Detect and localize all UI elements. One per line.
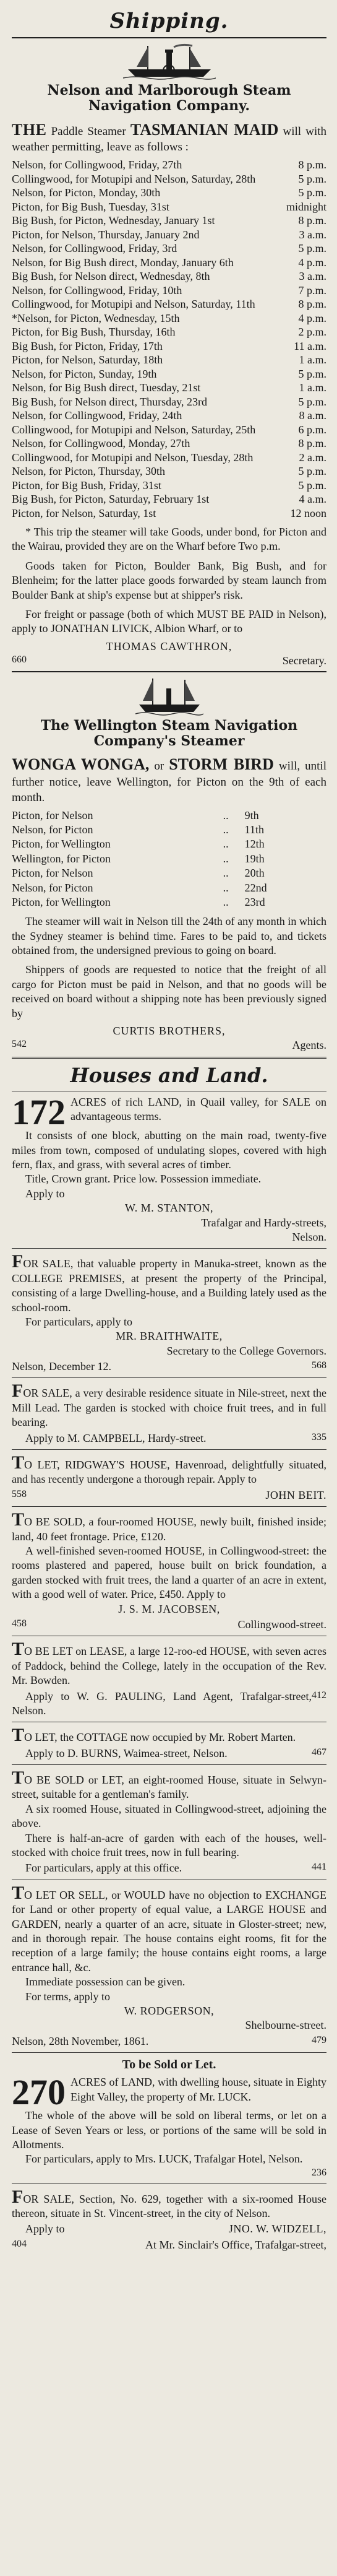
signer-title: Secretary.: [282, 654, 326, 667]
ad-date: Nelson, December 12.: [12, 1360, 111, 1373]
ad-text: The whole of the above will be sold on liberal terms, or let on a Lease of Seven Years or less, or portions of the same will be sold in Allotments.: [12, 2109, 326, 2151]
schedule-route: Picton, for Nelson: [12, 809, 93, 822]
schedule-route: Picton, for Nelson, Saturday, 1st: [12, 506, 156, 519]
ad-172-acres: [12, 1092, 326, 1244]
schedule-time: 2 p.m.: [298, 326, 326, 339]
advertiser-name: W. M. STANTON,: [124, 1202, 214, 1215]
schedule-route: Collingwood, for Motupipi and Nelson, Saturday, 28th: [12, 172, 256, 185]
schedule-route: Picton, for Nelson: [12, 867, 93, 880]
divider: [12, 37, 326, 38]
schedule-route: *Nelson, for Picton, Wednesday, 15th: [12, 311, 180, 324]
schedule-route: Nelson, for Picton, Sunday, 19th: [12, 367, 157, 380]
schedule-row: [12, 241, 326, 256]
leader-dots: ..: [223, 867, 229, 880]
schedule-route: Nelson, for Collingwood, Friday, 10th: [12, 284, 182, 297]
schedule-date: 19th: [244, 852, 265, 865]
drop-cap: T: [12, 1882, 25, 1903]
schedule-time: 2 a.m.: [299, 451, 326, 464]
advertiser-address: Nelson.: [292, 1230, 326, 1243]
schedule-row: [12, 895, 326, 909]
schedule-row: [12, 186, 326, 200]
lead-text: Paddle Steamer: [46, 124, 130, 138]
ad-text: A six roomed House, situated in Collingwood-street, adjoining the above.: [12, 1802, 326, 1830]
schedule-row: [12, 311, 326, 326]
address-row: [12, 2238, 326, 2252]
schedule-route: Nelson, for Picton: [12, 823, 93, 836]
divider: [12, 1506, 326, 1507]
ad-text: O LET, the COTTAGE now occupied by Mr. Robert Marten.: [24, 1731, 296, 1744]
acreage-number: 270: [12, 2072, 66, 2113]
schedule-row: [12, 353, 326, 367]
schedule-row: [12, 158, 326, 172]
ad-reference: 542: [12, 1039, 27, 1050]
ad-date: Nelson, 28th November, 1861.: [12, 2034, 149, 2047]
ad-text: Apply to W. G. PAULING, Land Agent, Trafalgar-street, Nelson.: [12, 1689, 312, 1717]
schedule-row: [12, 269, 326, 284]
schedule-date: 22nd: [244, 881, 267, 894]
schedule-time: 5 p.m.: [298, 186, 326, 199]
schedule-time: 4 p.m.: [298, 256, 326, 269]
schedule-time: 4 p.m.: [298, 311, 326, 324]
schedule-row: [12, 367, 326, 381]
advertiser-name: J. S. M. JACOBSEN,: [118, 1602, 220, 1615]
ad-text: Immediate possession can be given.: [25, 1975, 186, 1988]
ad-text: For particulars, apply to: [25, 1315, 132, 1328]
ad-four-roomed-house: [12, 1511, 326, 1632]
monthly-schedule: [12, 809, 326, 910]
schedule-row: [12, 409, 326, 423]
advertiser-title: Secretary to the College Governors.: [166, 1344, 326, 1357]
ad-cottage: [12, 1726, 326, 1761]
sailing-schedule: [12, 158, 326, 520]
advertiser-name: JNO. W. WIDZELL,: [228, 2223, 326, 2236]
lead-word: THE: [12, 120, 47, 139]
drop-cap: T: [12, 1509, 25, 1530]
date-row: [12, 1360, 326, 1374]
divider: [12, 1449, 326, 1450]
ad-ridgways-house: [12, 1454, 326, 1503]
ad-subheading: To be Sold or Let.: [122, 2058, 216, 2072]
schedule-time: 5 p.m.: [298, 479, 326, 492]
drop-cap: T: [12, 1767, 25, 1789]
drop-cap: T: [12, 1725, 25, 1746]
company-heading: Nelson and Marlborough Steam Navigation Company.: [47, 82, 291, 115]
schedule-route: Nelson, for Collingwood, Friday, 27th: [12, 158, 182, 171]
ad-text: For particulars, apply at this office.: [25, 1862, 182, 1875]
lead-or: or: [149, 760, 169, 773]
divider: [12, 1248, 326, 1249]
schedule-row: [12, 228, 326, 242]
schedule-row: [12, 492, 326, 506]
ad-text: O BE LET on LEASE, a large 12-roo-ed HOUSE, with seven acres of Paddock, behind the College, lately in the occupation of the Rev. Mr. Bowden.: [12, 1645, 326, 1687]
ad-text: O LET OR SELL, or WOULD have no objection to EXCHANGE for Land or other property of equal value, a LARGE HOUSE and GARDEN, nearly a quarter of an acre, situate in Gloster-street; new, and in thorough repair. The house contains eight rooms, fit for the reception of a large family; the house contains eight rooms, a large entrance hall, &c.: [12, 1888, 326, 1974]
schedule-time: 8 p.m.: [298, 298, 326, 311]
advertiser-address: Shelbourne-street.: [245, 2019, 326, 2032]
advertiser-address: At Mr. Sinclair's Office, Trafalgar-street,: [145, 2238, 326, 2251]
ad-reference: 568: [312, 1360, 326, 1371]
schedule-row: [12, 297, 326, 311]
schedule-time: 5 p.m.: [298, 367, 326, 380]
schedule-date: 11th: [244, 823, 264, 836]
advertiser-address: Trafalgar and Hardy-streets,: [201, 1216, 326, 1229]
ad-reference: 412: [312, 1689, 326, 1701]
schedule-route: Nelson, for Big Bush direct, Monday, January 6th: [12, 256, 234, 269]
signature-row: [12, 1488, 326, 1503]
signature-row: [12, 1618, 326, 1632]
ad-text: OR SALE, Section, No. 629, together with a six-roomed House thereon, situate in St. Vincent-street, in the city of Nelson.: [12, 2192, 326, 2220]
schedule-route: Big Bush, for Picton, Saturday, February 1st: [12, 493, 210, 506]
steamship-icon: [135, 676, 203, 716]
paddle-steamer-icon: [123, 42, 216, 80]
ad-reference: 335: [312, 1431, 326, 1442]
vessel-name-alt: STORM BIRD: [169, 755, 274, 774]
schedule-time: 8 p.m.: [298, 158, 326, 171]
schedule-time: 1 a.m.: [299, 353, 326, 366]
schedule-time: midnight: [286, 200, 326, 213]
ad-text: O BE SOLD, a four-roomed HOUSE, newly built, finished inside; land, 40 feet frontage. Price, £120.: [12, 1516, 326, 1543]
schedule-row: [12, 506, 326, 521]
schedule-time: 8 p.m.: [298, 214, 326, 227]
schedule-date: 23rd: [244, 895, 265, 908]
advertiser-name: W. RODGERSON,: [124, 2004, 215, 2017]
schedule-date: 12th: [244, 838, 265, 851]
schedule-route: Nelson, for Picton, Thursday, 30th: [12, 465, 165, 478]
ad-selwyn-street: [12, 1769, 326, 1876]
schedule-route: Collingwood, for Motupipi and Nelson, Tuesday, 28th: [12, 451, 254, 464]
schedule-row: [12, 325, 326, 339]
schedule-route: Picton, for Wellington: [12, 838, 111, 851]
schedule-row: [12, 809, 326, 823]
schedule-route: Big Bush, for Nelson direct, Thursday, 23rd: [12, 395, 207, 408]
drop-cap: F: [12, 1381, 23, 1402]
schedule-route: Wellington, for Picton: [12, 852, 111, 865]
ad-text: Apply to M. CAMPBELL, Hardy-street.: [25, 1431, 207, 1444]
schedule-route: Nelson, for Collingwood, Monday, 27th: [12, 437, 190, 450]
drop-cap: T: [12, 1639, 25, 1660]
advertiser-name: JOHN BEIT.: [265, 1488, 326, 1501]
apply-row: [12, 1689, 326, 1719]
schedule-route: Picton, for Big Bush, Friday, 31st: [12, 479, 161, 492]
schedule-row: [12, 214, 326, 228]
steamer-announcement: [12, 119, 326, 155]
schedule-row: [12, 852, 326, 866]
schedule-row: [12, 284, 326, 298]
schedule-time: 7 p.m.: [298, 284, 326, 297]
schedule-row: [12, 823, 326, 837]
schedule-time: 5 p.m.: [298, 465, 326, 478]
goods-note: Goods taken for Picton, Boulder Bank, Big Bush, and for Blenheim; for the latter place goods forwarded by steam launch from Boulder Bank at ship's expense but at shipper's risk.: [12, 559, 326, 601]
ad-reference: 404: [12, 2238, 27, 2249]
drop-cap: F: [12, 1251, 23, 1272]
advertisement-column: [12, 9, 326, 2252]
ad-text: There is half-an-acre of garden with each of the houses, well-stocked with choice fruit trees, now in full bearing.: [12, 1831, 326, 1859]
schedule-time: 3 a.m.: [299, 228, 326, 241]
schedule-row: [12, 436, 326, 451]
drop-cap: F: [12, 2186, 23, 2207]
lead-rest: will, until further notice, leave Wellington, for Picton on the 9th of each month.: [12, 760, 326, 804]
leader-dots: ..: [223, 881, 229, 894]
ad-text: ACRES of rich LAND, in Quail valley, for SALE on advantageous terms.: [70, 1096, 326, 1123]
apply-row: [12, 1431, 326, 1446]
signature-row: [12, 2222, 326, 2236]
schedule-route: Collingwood, for Motupipi and Nelson, Saturday, 11th: [12, 298, 255, 311]
schedule-route: Nelson, for Collingwood, Friday, 3rd: [12, 242, 177, 255]
advertiser-name: MR. BRAITHWAITE,: [116, 1330, 223, 1343]
schedule-time: 1 a.m.: [299, 381, 326, 394]
ad-text: Apply to: [25, 1187, 65, 1200]
signature-row: [12, 654, 326, 667]
schedule-row: [12, 381, 326, 395]
ad-house-on-lease: [12, 1640, 326, 1718]
divider: [12, 1764, 326, 1765]
divider: [12, 1377, 326, 1378]
vessel-name: WONGA WONGA,: [12, 755, 150, 774]
schedule-route: Big Bush, for Picton, Wednesday, January 1st: [12, 214, 215, 227]
ad-text: OR SALE, that valuable property in Manuka-street, known as the COLLEGE PREMISES, at present the property of the Principal, consisting of a large Dwelling-house, and a Building lately used as the school-room.: [12, 1257, 326, 1314]
date-row: [12, 2034, 326, 2049]
signer-title: Agents.: [292, 1039, 326, 1052]
leader-dots: ..: [223, 852, 229, 865]
advertiser-address: Collingwood-street.: [237, 1618, 326, 1631]
schedule-row: [12, 256, 326, 270]
divider: [12, 2052, 326, 2053]
ad-reference: 558: [12, 1488, 27, 1499]
schedule-route: Picton, for Wellington: [12, 895, 111, 908]
lead-rest: will with weather permitting, leave as follows :: [12, 124, 327, 154]
schedule-route: Nelson, for Picton, Monday, 30th: [12, 186, 161, 199]
company-heading: The Wellington Steam Navigation Company's Steamer: [40, 717, 298, 750]
acreage-number: 172: [12, 1092, 66, 1133]
ad-college-premises: [12, 1252, 326, 1374]
schedule-time: 6 p.m.: [298, 423, 326, 436]
ad-text: A well-finished seven-roomed HOUSE, in Collingwood-street: the rooms plastered and papered, house built on brick foundation, a garden stocked with fruit trees, the land a quarter of an acre in extent, with a good well of water. Price, £450. Apply to: [12, 1545, 326, 1601]
ad-reference: 479: [312, 2034, 326, 2045]
ad-text: It consists of one block, abutting on the main road, twenty-five miles from town, composed of undulating slopes, covered with high fern, flax, and grass, with several acres of timber.: [12, 1129, 326, 1171]
schedule-row: [12, 479, 326, 493]
schedule-route: Picton, for Big Bush, Tuesday, 31st: [12, 200, 169, 213]
schedule-row: [12, 172, 326, 186]
signature-row: [12, 1039, 326, 1052]
ad-reference: 441: [312, 1862, 326, 1873]
ad-270-acres: [12, 2057, 326, 2180]
ad-text: Apply to: [25, 2223, 65, 2236]
schedule-date: 20th: [244, 867, 265, 880]
ad-gloster-street: [12, 1884, 326, 2049]
ad-text: For terms, apply to: [25, 1990, 110, 2003]
shippers-note: Shippers of goods are requested to notice that the freight of all cargo for Picton must be paid in Nelson, and that no goods will be received on board without a shipping note has been previously signed by: [12, 963, 326, 1020]
schedule-route: Nelson, for Picton: [12, 881, 93, 894]
ad-reference: 236: [312, 2167, 326, 2178]
signer-name: CURTIS BROTHERS,: [113, 1025, 226, 1038]
schedule-time: 5 p.m.: [298, 395, 326, 408]
houses-and-land-heading: Houses and Land.: [70, 1064, 268, 1088]
schedule-route: Big Bush, for Picton, Friday, 17th: [12, 339, 163, 352]
leader-dots: ..: [223, 895, 229, 908]
shipping-masthead: Shipping.: [109, 9, 229, 33]
schedule-row: [12, 451, 326, 465]
divider: [12, 1057, 326, 1059]
schedule-row: [12, 837, 326, 851]
schedule-time: 3 a.m.: [299, 270, 326, 283]
schedule-route: Picton, for Nelson, Saturday, 18th: [12, 353, 163, 366]
ad-text: ACRES of LAND, with dwelling house, situate in Eighty Eight Valley, the property of Mr. LUCK.: [70, 2076, 326, 2103]
ad-text: O BE SOLD or LET, an eight-roomed House, situate in Selwyn-street, suitable for a gentleman's family.: [12, 1774, 326, 1801]
schedule-row: [12, 200, 326, 214]
ad-text: Title, Crown grant. Price low. Possession immediate.: [25, 1173, 262, 1186]
vessel-name: TASMANIAN MAID: [130, 120, 279, 139]
apply-row: [12, 1746, 326, 1761]
ad-reference: 660: [12, 654, 27, 665]
schedule-time: 4 a.m.: [299, 493, 326, 506]
schedule-row: [12, 464, 326, 479]
schedule-row: [12, 339, 326, 353]
leader-dots: ..: [223, 809, 229, 822]
schedule-route: Nelson, for Collingwood, Friday, 24th: [12, 409, 182, 422]
drop-cap: T: [12, 1452, 25, 1473]
freight-note: For freight or passage (both of which MUST BE PAID in Nelson), apply to JONATHAN LIVICK, Albion Wharf, or to: [12, 608, 326, 635]
ad-text: Apply to D. BURNS, Waimea-street, Nelson.: [25, 1746, 228, 1759]
schedule-row: [12, 866, 326, 880]
apply-row: [12, 1861, 326, 1875]
schedule-time: 8 a.m.: [299, 409, 326, 422]
schedule-route: Picton, for Big Bush, Thursday, 16th: [12, 326, 176, 339]
schedule-row: [12, 395, 326, 409]
schedule-route: Picton, for Nelson, Thursday, January 2nd: [12, 228, 200, 241]
schedule-time: 5 p.m.: [298, 242, 326, 255]
ad-text: O LET, RIDGWAY'S HOUSE, Havenroad, delightfully situated, and has recently undergone a thorough repair. Apply to: [12, 1459, 326, 1486]
ad-reference: 458: [12, 1618, 27, 1629]
schedule-time: 11 a.m.: [294, 339, 326, 352]
schedule-route: Nelson, for Big Bush direct, Tuesday, 21st: [12, 381, 201, 394]
ad-section-629: [12, 2188, 326, 2253]
waiting-note: The steamer will wait in Nelson till the 24th of any month in which the Sydney steamer is behind time. Fares to be paid to, and tickets obtained from, the undersigned previous to going on board.: [12, 915, 326, 957]
schedule-row: [12, 423, 326, 437]
ad-text: OR SALE, a very desirable residence situate in Nile-street, next the Mill Lead. The garden is stocked with choice fruit trees, and in full bearing.: [12, 1387, 326, 1429]
divider: [12, 671, 326, 672]
schedule-time: 8 p.m.: [298, 437, 326, 450]
ad-text: For particulars, apply to Mrs. LUCK, Trafalgar Hotel, Nelson.: [25, 2153, 303, 2166]
leader-dots: ..: [223, 838, 229, 851]
bond-note: * This trip the steamer will take Goods, under bond, for Picton and the Wairau, provided they are on the Wharf before Two p.m.: [12, 526, 326, 553]
ad-reference: 467: [312, 1746, 326, 1758]
schedule-date: 9th: [244, 809, 259, 822]
steamer-announcement: [12, 754, 326, 805]
leader-dots: ..: [223, 823, 229, 836]
schedule-route: Collingwood, for Motupipi and Nelson, Saturday, 25th: [12, 423, 256, 436]
signer-name: THOMAS CAWTHRON,: [106, 640, 232, 653]
schedule-route: Big Bush, for Nelson direct, Wednesday, 8th: [12, 270, 210, 283]
ad-nile-street: [12, 1382, 326, 1446]
schedule-time: 5 p.m.: [298, 172, 326, 185]
schedule-time: 12 noon: [290, 506, 326, 519]
schedule-row: [12, 881, 326, 895]
